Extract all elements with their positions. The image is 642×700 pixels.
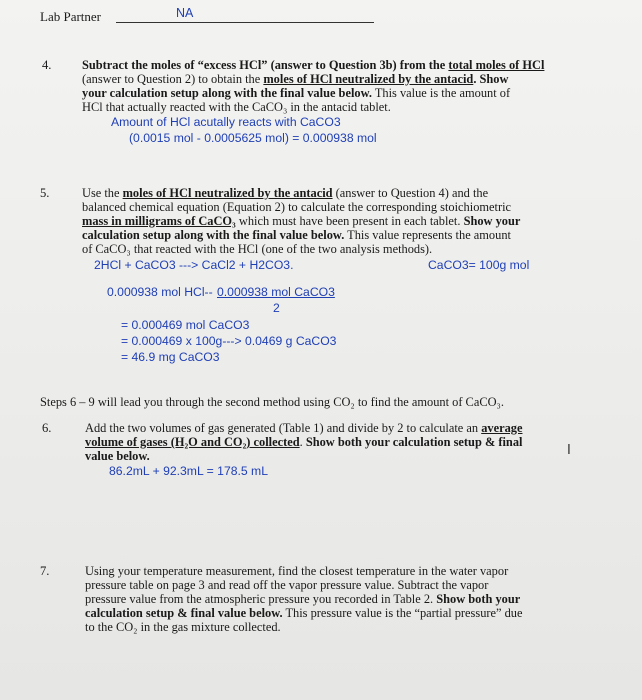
- q4-line-2-text: (answer to Question 2) to obtain the: [82, 72, 264, 86]
- q7-setup-instruction: calculation setup & final value below.: [85, 606, 283, 620]
- q6-line-1: [85, 421, 522, 436]
- q5-line-1-text-a: Use the: [82, 186, 123, 200]
- q6-volume-of-gases: volume of gases (H₂O and CO₂) collected: [85, 435, 300, 449]
- q6-answer: 86.2mL + 92.3mL = 178.5 mL: [109, 464, 268, 478]
- q5-show-your: Show your: [463, 214, 521, 228]
- q4-number: 4.: [42, 58, 52, 72]
- q4-show: . Show: [473, 72, 509, 86]
- q4-line-2: [82, 72, 508, 87]
- q4-line-3-text: This value is the amount of: [371, 86, 511, 100]
- lab-partner-value: NA: [176, 6, 194, 20]
- steps-intro: Steps 6 – 9 will lead you through the second method using CO₂ to find the amount of CaCO₃.: [40, 395, 504, 409]
- q4-moles-neutralized: moles of HCl neutralized by the antacid: [263, 72, 474, 86]
- q5-line-2: balanced chemical equation (Equation 2) to calculate the corresponding stoichiometric: [82, 200, 512, 214]
- q4-line-1-text: Subtract the moles of “excess HCl” (answer to Question 3b) from the: [82, 58, 449, 72]
- q5-moles-neutralized: moles of HCl neutralized by the antacid: [122, 186, 333, 200]
- q5-line-4-text: This value represents the amount: [344, 228, 511, 242]
- q5-result-1: = 0.000469 mol CaCO3: [121, 318, 250, 332]
- q7-line-4-text: This pressure value is the “partial pressure” due: [282, 606, 523, 620]
- q7-line-3-text: pressure value from the atmospheric pressure you recorded in Table 2.: [85, 592, 437, 606]
- q5-line-3: [82, 214, 520, 229]
- q6-period: .: [299, 435, 306, 449]
- q7-line-3: [85, 592, 520, 607]
- text-cursor-icon: I: [567, 443, 571, 458]
- q5-result-3: = 46.9 mg CaCO3: [121, 350, 220, 364]
- q7-line-2: pressure table on page 3 and read off the vapor pressure value. Subtract the vapor: [85, 578, 489, 592]
- q5-line-4: [82, 228, 511, 243]
- q6-number: 6.: [42, 421, 52, 435]
- q4-setup-instruction: your calculation setup along with the final value below.: [82, 86, 372, 100]
- q5-line-1-text-b: (answer to Question 4) and the: [332, 186, 489, 200]
- lab-partner-label: Lab Partner: [40, 9, 102, 24]
- q5-line-3-text: which must have been present in each tablet.: [235, 214, 464, 228]
- q7-show-both: Show both your: [436, 592, 521, 606]
- q5-mass-in-milligrams: mass in milligrams of CaCO₃: [82, 214, 236, 228]
- lab-partner-underline: [116, 22, 374, 23]
- q4-total-moles-hcl: total moles of HCl: [448, 58, 545, 72]
- q4-answer-line-2: (0.0015 mol - 0.0005625 mol) = 0.000938 mol: [129, 131, 377, 145]
- q5-calc-denominator: 2: [273, 301, 280, 315]
- q6-line-1-text: Add the two volumes of gas generated (Table 1) and divide by 2 to calculate an: [85, 421, 482, 435]
- q5-molar-mass: CaCO3= 100g mol: [428, 258, 530, 272]
- q7-line-5: to the CO₂ in the gas mixture collected.: [85, 620, 281, 634]
- q6-line-3: value below.: [85, 449, 150, 463]
- q5-line-5: of CaCO₃ that reacted with the HCl (one of the two analysis methods).: [82, 242, 433, 256]
- q7-line-4: [85, 606, 523, 621]
- q6-show-both: Show both your calculation setup & final: [305, 435, 523, 449]
- q5-setup-instruction: calculation setup along with the final value below.: [82, 228, 345, 242]
- q5-line-1: [82, 186, 488, 201]
- q5-number: 5.: [40, 186, 50, 200]
- q5-calc-left: 0.000938 mol HCl--: [107, 285, 213, 299]
- q4-line-4: [82, 100, 391, 115]
- q5-calc-numerator: 0.000938 mol CaCO3: [217, 285, 335, 299]
- q6-average: average: [481, 421, 523, 435]
- q4-line-3: [82, 86, 510, 101]
- q4-line-4-text: HCl that actually reacted with the CaCO₃ in the antacid tablet.: [82, 100, 391, 114]
- q7-number: 7.: [40, 564, 50, 578]
- q5-result-2: = 0.000469 x 100g---> 0.0469 g CaCO3: [121, 334, 337, 348]
- q5-equation: 2HCl + CaCO3 ---> CaCl2 + H2CO3.: [94, 258, 294, 272]
- q6-line-2: [85, 435, 522, 450]
- q7-line-1: Using your temperature measurement, find the closest temperature in the water vapor: [85, 564, 509, 578]
- q4-answer-line-1: Amount of HCl acutally reacts with CaCO3: [111, 115, 341, 129]
- q4-line-1: [82, 58, 544, 73]
